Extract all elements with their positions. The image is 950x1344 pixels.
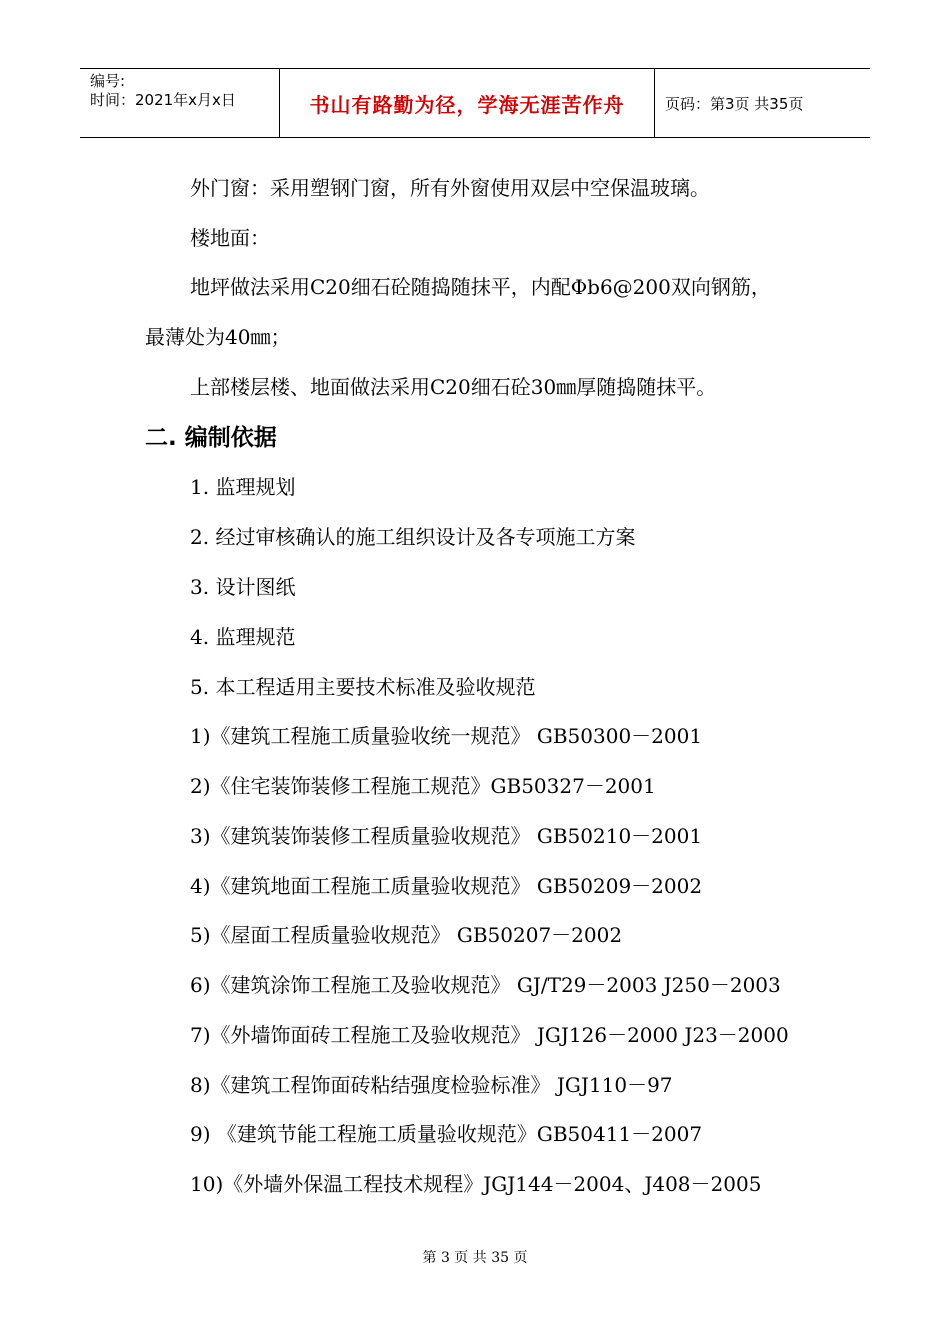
- list-item: 2. 经过审核确认的施工组织设计及各专项施工方案: [190, 525, 636, 549]
- paragraph-floor-method-cont: 最薄处为40㎜；: [145, 325, 291, 349]
- standard-item: 2)《住宅装饰装修工程施工规范》GB50327－2001: [190, 774, 656, 798]
- standard-item: 10)《外墙外保温工程技术规程》JGJ144－2004、J408－2005: [190, 1172, 762, 1196]
- paragraph-floor-heading: 楼地面：: [190, 226, 270, 250]
- paragraph-windows: 外门窗：采用塑钢门窗，所有外窗使用双层中空保温玻璃。: [190, 176, 710, 200]
- standard-item: 6)《建筑涂饰工程施工及验收规范》 GJ/T29－2003 J250－2003: [190, 973, 781, 997]
- list-item: 5. 本工程适用主要技术标准及验收规范: [190, 675, 536, 699]
- page-header: [80, 68, 870, 138]
- header-motto: 书山有路勤为径，学海无涯苦作舟: [280, 69, 655, 137]
- document-time: 时间：2021年x月x日: [90, 91, 236, 109]
- paragraph-upper-floors: 上部楼层楼、地面做法采用C20细石砼30㎜厚随捣随抹平。: [190, 375, 717, 399]
- document-number-label: 编号:: [90, 72, 126, 90]
- header-page-info: 页码：第3页 共35页: [665, 94, 804, 113]
- standard-item: 4)《建筑地面工程施工质量验收规范》 GB50209－2002: [190, 874, 703, 898]
- list-item: 1. 监理规划: [190, 475, 296, 499]
- standard-item: 8)《建筑工程饰面砖粘结强度检验标准》 JGJ110－97: [190, 1073, 673, 1097]
- section-title-basis: 二. 编制依据: [145, 425, 277, 451]
- list-item: 4. 监理规范: [190, 625, 296, 649]
- standard-item: 7)《外墙饰面砖工程施工及验收规范》 JGJ126－2000 J23－2000: [190, 1023, 789, 1047]
- standard-item: 9) 《建筑节能工程施工质量验收规范》GB50411－2007: [190, 1122, 703, 1146]
- paragraph-floor-method: 地坪做法采用C20细石砼随捣随抹平，内配Φb6@200双向钢筋，: [190, 275, 771, 299]
- list-item: 3. 设计图纸: [190, 575, 296, 599]
- standard-item: 3)《建筑装饰装修工程质量验收规范》 GB50210－2001: [190, 824, 703, 848]
- standard-item: 1)《建筑工程施工质量验收统一规范》 GB50300－2001: [190, 724, 703, 748]
- standard-item: 5)《屋面工程质量验收规范》 GB50207－2002: [190, 923, 623, 947]
- header-meta: [80, 69, 280, 137]
- page-footer: 第 3 页 共 35 页: [422, 1250, 528, 1266]
